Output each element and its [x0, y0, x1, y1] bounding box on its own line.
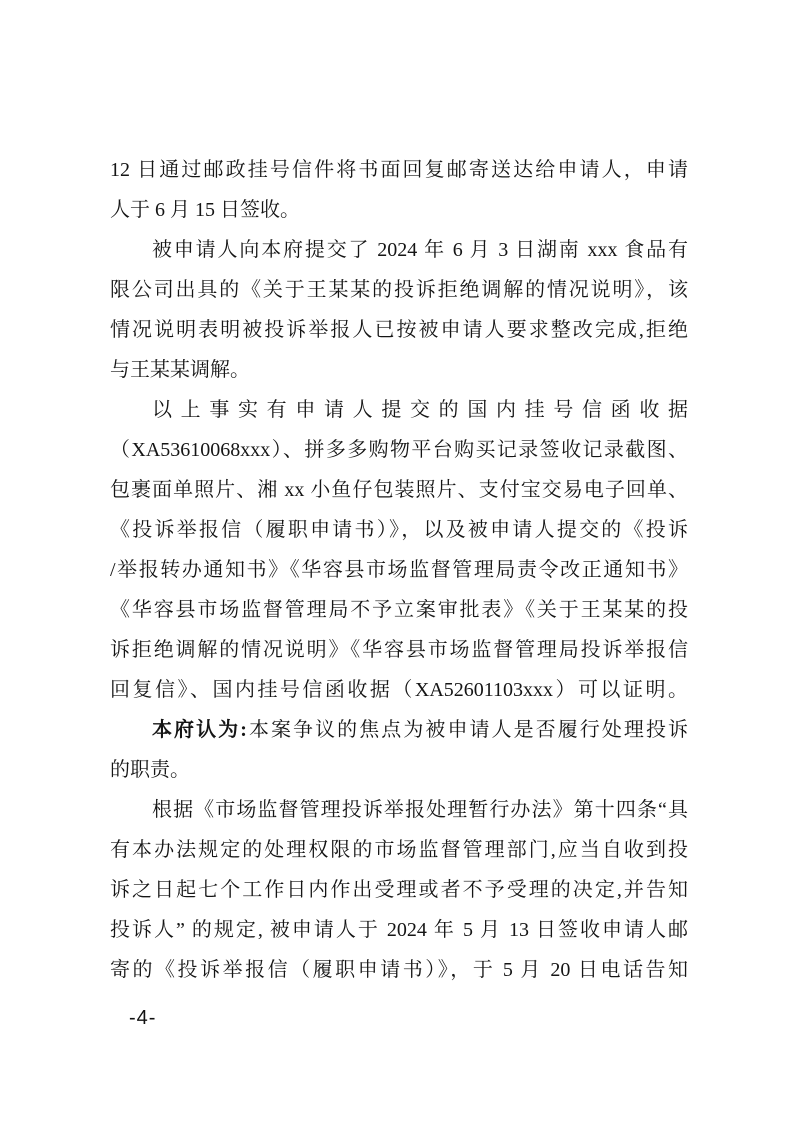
text-line: 限公司出具的《关于王某某的投诉拒绝调解的情况说明》，该	[110, 279, 688, 301]
text-line: （XA53610068xxx）、拼多多购物平台购买记录签收记录截图、	[110, 439, 688, 461]
text-line: 《华容县市场监督管理局不予立案审批表》《关于王某某的投	[110, 599, 688, 621]
text-line: 投诉人” 的规定, 被申请人于 2024 年 5 月 13 日签收申请人邮	[110, 919, 688, 941]
text-line: 包裹面单照片、湘 xx 小鱼仔包装照片、支付宝交易电子回单、	[110, 479, 688, 501]
text-line: 被申请人向本府提交了 2024 年 6 月 3 日湖南 xxx 食品有	[152, 239, 688, 261]
text-line: 寄的《投诉举报信（履职申请书）》，于 5 月 20 日电话告知	[110, 959, 688, 981]
text-run: 本案争议的焦点为被申请人是否履行处理投诉	[246, 719, 688, 741]
text-line: 的职责。	[110, 759, 190, 781]
page-number: -4-	[129, 1007, 157, 1029]
text-line: 以上事实有申请人提交的国内挂号信函收据	[152, 399, 688, 421]
text-line: 与王某某调解。	[110, 359, 250, 381]
text-line: 根据《市场监督管理投诉举报处理暂行办法》第十四条“具	[152, 799, 688, 821]
document-body	[110, 150, 688, 990]
text-line: 人于 6 月 15 日签收。	[110, 199, 300, 221]
text-line: /举报转办通知书》《华容县市场监督管理局责令改正通知书》	[110, 559, 688, 581]
text-line: 《投诉举报信（履职申请书）》，以及被申请人提交的《投诉	[110, 519, 688, 541]
text-line: 有本办法规定的处理权限的市场监督管理部门,应当自收到投	[110, 839, 688, 861]
text-line: 诉之日起七个工作日内作出受理或者不予受理的决定,并告知	[110, 879, 688, 901]
bold-lead-label: 本府认为:	[152, 719, 247, 741]
text-line: 情况说明表明被投诉举报人已按被申请人要求整改完成,拒绝	[110, 319, 688, 341]
text-line: 诉拒绝调解的情况说明》《华容县市场监督管理局投诉举报信	[110, 639, 688, 661]
text-line: 12 日通过邮政挂号信件将书面回复邮寄送达给申请人，申请	[110, 159, 688, 181]
text-line: 回复信》、国内挂号信函收据（XA52601103xxx）可以证明。	[110, 679, 688, 701]
text-line	[110, 710, 688, 750]
